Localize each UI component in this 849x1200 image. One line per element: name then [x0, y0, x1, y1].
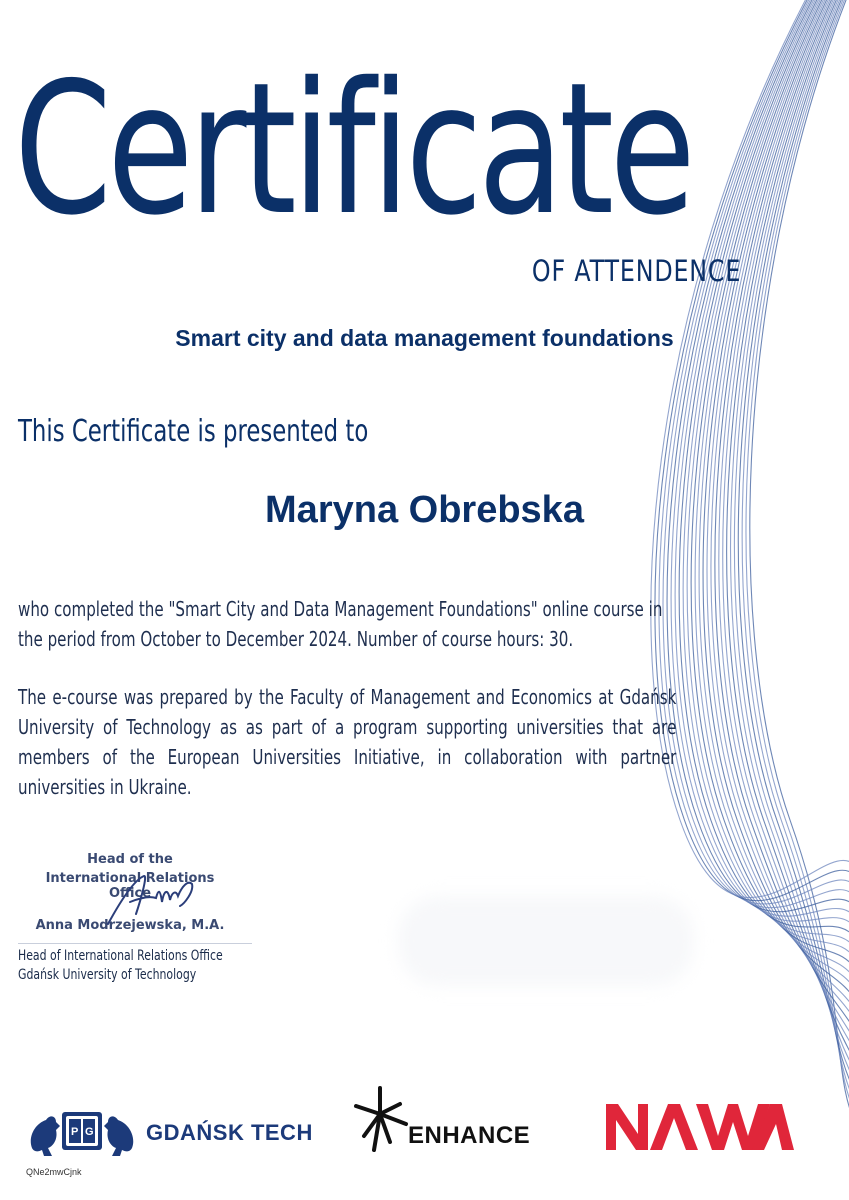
- decorative-curve-line: [675, 0, 849, 932]
- gdansk-tech-wordmark: GDAŃSK TECH: [146, 1120, 313, 1145]
- decorative-curve-line: [734, 0, 849, 1088]
- decorative-curve-line: [691, 0, 849, 974]
- signer-institution: Gdańsk University of Technology: [18, 967, 197, 983]
- stamp-line-title: Head of the: [87, 852, 173, 867]
- handwritten-signature: [100, 862, 210, 932]
- decorative-curve-line: [667, 0, 849, 912]
- enhance-logo: [350, 1084, 550, 1156]
- decorative-curve-line: [742, 0, 849, 1109]
- decorative-curve-line: [687, 0, 849, 964]
- enhance-wordmark: ENHANCE: [408, 1122, 531, 1149]
- decorative-curve-line: [727, 0, 849, 1068]
- certificate-subtitle: OF ATTENDENCE: [531, 254, 741, 288]
- signature-stamp: [30, 850, 250, 940]
- decorative-curve-line: [679, 0, 849, 943]
- document-code: QNe2mwCjnk: [26, 1167, 82, 1177]
- stamp-line-name: Anna Modrzejewska, M.A.: [35, 918, 225, 933]
- gdansk-tech-logo: [26, 1104, 316, 1160]
- decorative-curve-line: [671, 0, 849, 922]
- stamp-line-office: International Relations Office: [45, 871, 215, 901]
- signature-divider: [18, 943, 252, 944]
- decorative-curve-line: [738, 0, 849, 1099]
- decorative-curve-line: [683, 0, 849, 953]
- svg-text:G: G: [85, 1126, 94, 1138]
- certificate-title: Certificate: [14, 43, 692, 255]
- recipient-name: Maryna Obrebska: [265, 489, 584, 531]
- completion-paragraph: who completed the "Smart City and Data Management Foundations" online course in the period from October to December 2024. Number of course hours: 30.: [18, 597, 663, 651]
- signer-role: Head of International Relations Office: [18, 948, 223, 964]
- decorative-curve-line: [746, 0, 849, 1120]
- course-description-paragraph: The e-course was prepared by the Faculty of Management and Economics at Gdańsk University of Technology as as part of a program supporting universities that are members of the European Universities Initiative, in collaboration with partner universities in Ukraine.: [18, 685, 677, 799]
- decorative-curve-line: [731, 0, 849, 1078]
- course-name: Smart city and data management foundations: [175, 325, 674, 351]
- decorative-curve-line: [750, 0, 849, 1130]
- nawa-logo: [604, 1100, 794, 1152]
- presented-to-label: This Certificate is presented to: [18, 414, 369, 449]
- nawa-wordmark-icon: [604, 1100, 794, 1152]
- svg-text:P: P: [71, 1126, 79, 1138]
- redacted-area: [398, 896, 694, 986]
- gdansk-crest-icon: [26, 1104, 138, 1160]
- enhance-burst-icon: [350, 1084, 410, 1154]
